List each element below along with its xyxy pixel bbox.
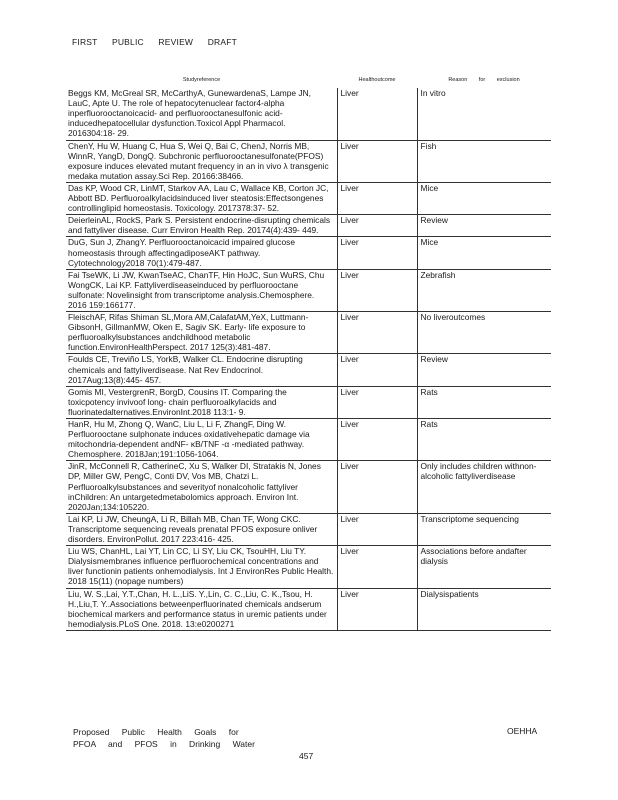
table-row	[66, 461, 551, 513]
exclusion-reason-cell: Only includes children withnon-alcoholic fattyliverdisease	[417, 461, 551, 513]
table-row	[66, 269, 551, 311]
table-row	[66, 140, 551, 182]
study-reference-cell: Gomis MI, VestergrenR, BorgD, Cousins IT. Comparing the toxicpotency invivoof long- chain perfluoroalkylacids and fluorinatedalternatives.EnvironInt.2018 113:1- 9.	[66, 386, 337, 418]
table-row	[66, 237, 551, 269]
table-row	[66, 354, 551, 386]
footer-document-title	[73, 726, 255, 750]
study-reference-cell: JinR, McConnell R, CatherineC, Xu S, Walker DI, Stratakis N, Jones DP, Miller GW, PengC, Conti DV, Vos MB, Chatzi L. Perfluoroalkylsubstances and severityof nonalcoholic fattyliver inChildren: An untargetedmetabolomics approach. Environ Int. 2020Jan;134:105220.	[66, 461, 337, 513]
table-row	[66, 588, 551, 630]
health-outcome-cell: Liver	[337, 237, 417, 269]
exclusion-reason-cell: Review	[417, 354, 551, 386]
study-reference-cell: Lai KP, Li JW, CheungA, Li R, Billah MB, Chan TF, Wong CKC. Transcriptome sequencing reveals prenatal PFOS exposure onliver disorders. EnvironPollut. 2017 223:416- 425.	[66, 513, 337, 545]
exclusion-reason-cell: Rats	[417, 386, 551, 418]
health-outcome-cell: Liver	[337, 513, 417, 545]
health-outcome-cell: Liver	[337, 269, 417, 311]
header-health-outcome: Healthoutcome	[358, 77, 396, 83]
header-study-reference: Studyreference	[182, 77, 221, 83]
health-outcome-cell: Liver	[337, 354, 417, 386]
header-reason-for-exclusion: Reason for exclusion	[448, 77, 520, 83]
footer-title-line-2: PFOA and PFOS in Drinking Water	[73, 739, 255, 749]
study-reference-cell: DeierleinAL, RockS, Park S. Persistent endocrine-disrupting chemicals and fattyliver disease. Curr Environ Health Rep. 20174(4):439- 449.	[66, 215, 337, 237]
study-reference-cell: Liu WS, ChanHL, Lai YT, Lin CC, Li SY, Liu CK, TsouHH, Liu TY. Dialysismembranes influence perfluorochemical concentrations and liver functionin patients onhemodialysis. Int J EnvironRes Public Health. 2018 15(11) (nopage numbers)	[66, 546, 337, 588]
draft-header: FIRST PUBLIC REVIEW DRAFT	[72, 37, 238, 47]
study-reference-cell: HanR, Hu M, Zhong Q, WanC, Liu L, Li F, ZhangF, Ding W. Perfluorooctane sulphonate induces oxidativehepatic damage via mitochondria-dependent andNF- κB/TNF -α -mediated pathway. Chemosphere. 2018Jan;191:1056-1064.	[66, 419, 337, 461]
study-reference-cell: Liu, W. S.,Lai, Y.T.,Chan, H. L.,LiS. Y.,Lin, C. C.,Liu, C. K.,Tsou, H. H.,Liu,T. Y..Associations betweenperfluorinated chemicals andserum biochemical markers and performance status in uremic patients under hemodialysis.PLoS One. 2018. 13:e0200271	[66, 588, 337, 630]
table-row	[66, 88, 551, 140]
study-reference-cell: Das KP, Wood CR, LinMT, Starkov AA, Lau C, Wallace KB, Corton JC, Abbott BD. Perfluoroalkylacidsinduced liver steatosis:Effectsongenes controllinglipid homeostasis. Toxicology. 2017378:37- 52.	[66, 182, 337, 214]
table-row	[66, 513, 551, 545]
study-reference-cell: FleischAF, Rifas Shiman SL,Mora AM,CalafatAM,YeX, Luttmann-GibsonH, GillmanMW, Oken E, Sagiv SK. Early- life exposure to perfluoroalkylsubstances andchildhood metabolic function.EnvironHealthPerspect. 2017 125(3):481-487.	[66, 312, 337, 354]
table-row	[66, 546, 551, 588]
health-outcome-cell: Liver	[337, 215, 417, 237]
exclusion-table	[66, 73, 551, 631]
health-outcome-cell: Liver	[337, 386, 417, 418]
exclusion-reason-cell: In vitro	[417, 88, 551, 140]
table-row	[66, 419, 551, 461]
exclusion-reason-cell: Mice	[417, 237, 551, 269]
study-reference-cell: Foulds CE, Treviño LS, YorkB, Walker CL. Endocrine disrupting chemicals and fattyliverdisease. Nat Rev Endocrinol. 2017Aug;13(8):445- 457.	[66, 354, 337, 386]
health-outcome-cell: Liver	[337, 461, 417, 513]
page-number: 457	[299, 751, 314, 761]
exclusion-reason-cell: Mice	[417, 182, 551, 214]
health-outcome-cell: Liver	[337, 88, 417, 140]
health-outcome-cell: Liver	[337, 312, 417, 354]
health-outcome-cell: Liver	[337, 140, 417, 182]
footer-title-line-1: Proposed Public Health Goals for	[73, 727, 239, 737]
exclusion-reason-cell: Fish	[417, 140, 551, 182]
health-outcome-cell: Liver	[337, 588, 417, 630]
exclusion-reason-cell: Dialysispatients	[417, 588, 551, 630]
health-outcome-cell: Liver	[337, 419, 417, 461]
exclusion-reason-cell: Associations before andafter dialysis	[417, 546, 551, 588]
table-row	[66, 386, 551, 418]
exclusion-reason-cell: Review	[417, 215, 551, 237]
study-reference-cell: ChenY, Hu W, Huang C, Hua S, Wei Q, Bai C, ChenJ, Norris MB, WinnR, YangD, DongQ. Subchronic perfluorooctanesulfonate(PFOS) exposure induces elevated mutant frequency in an in vivo λ transgenic medaka mutation assay.Sci Rep. 20166:38466.	[66, 140, 337, 182]
table-header-row	[66, 73, 551, 88]
table-row	[66, 215, 551, 237]
table-row	[66, 182, 551, 214]
health-outcome-cell: Liver	[337, 182, 417, 214]
exclusion-reason-cell: Zebrafish	[417, 269, 551, 311]
exclusion-reason-cell: Rats	[417, 419, 551, 461]
footer-agency: OEHHA	[507, 726, 538, 736]
study-reference-cell: DuG, Sun J, ZhangY. Perfluorooctanoicacid impaired glucose homeostasis through affectingadiposeAKT pathway. Cytotechnology2018 70(1):479-487.	[66, 237, 337, 269]
exclusion-reason-cell: Transcriptome sequencing	[417, 513, 551, 545]
exclusion-reason-cell: No liveroutcomes	[417, 312, 551, 354]
study-reference-cell: Beggs KM, McGreal SR, McCarthyA, GunewardenaS, Lampe JN, LauC, Apte U. The role of hepatocytenuclear factor4-alpha inperfluorooctanoicacid- and perfluorooctanesulfonic acid-inducedhepatocellular dysfunction.Toxicol Appl Pharmacol. 2016304:18- 29.	[66, 88, 337, 140]
study-reference-cell: Fai TseWK, Li JW, KwanTseAC, ChanTF, Hin HoJC, Sun WuRS, Chu WongCK, Lai KP. Fattyliverdiseaseinduced by perfluorooctane sulfonate: Novelinsight from transcriptome analysis.Chemosphere. 2016 159:166177.	[66, 269, 337, 311]
table-row	[66, 312, 551, 354]
health-outcome-cell: Liver	[337, 546, 417, 588]
